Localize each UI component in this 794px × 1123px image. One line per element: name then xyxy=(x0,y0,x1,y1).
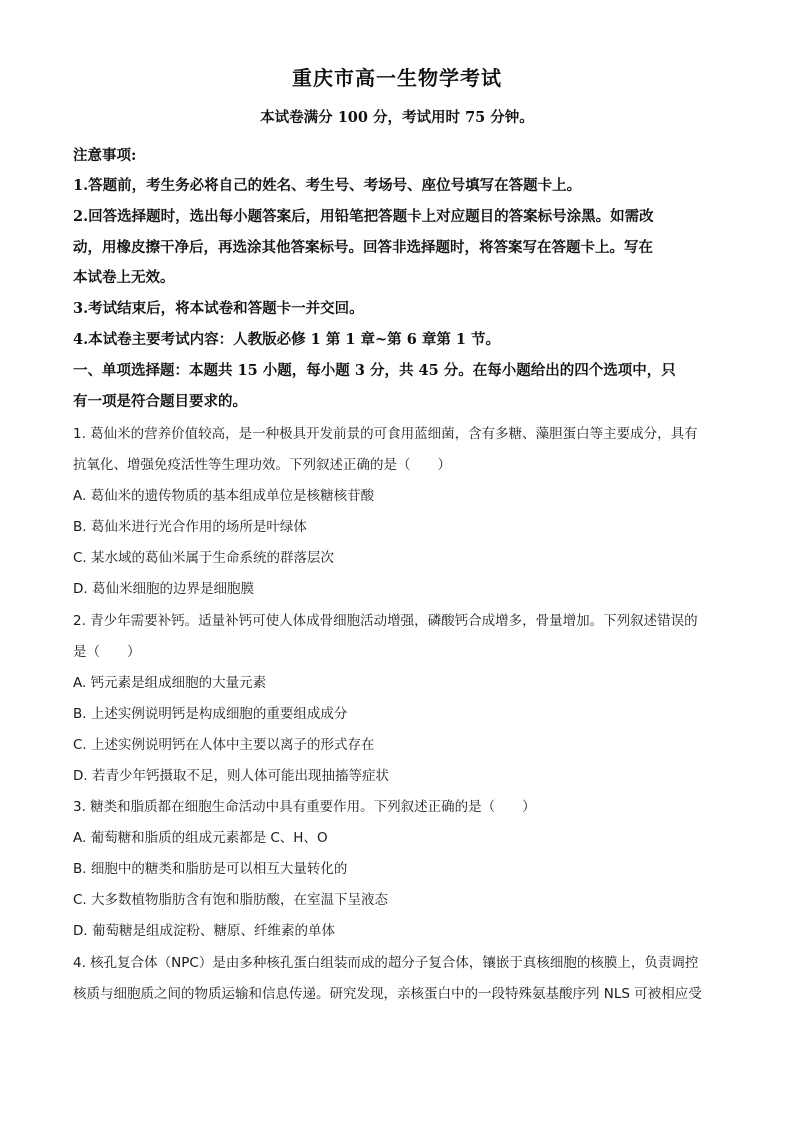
notice-item: 1.答题前，考生务必将自己的姓名、考生号、考场号、座位号填写在答题卡上。 xyxy=(73,177,582,194)
question-stem: 1. 葛仙米的营养价值较高，是一种极具开发前景的可食用蓝细菌，含有多糖、藻胆蛋白等主要成分，具有 xyxy=(73,426,698,442)
question-option: C. 某水域的葛仙米属于生命系统的群落层次 xyxy=(73,550,335,566)
exam-subtitle: 本试卷满分 100 分，考试用时 75 分钟。 xyxy=(260,109,534,126)
question-option: D. 葡萄糖是组成淀粉、糖原、纤维素的单体 xyxy=(73,923,335,939)
question-stem: 抗氧化、增强免疫活性等生理功效。下列叙述正确的是（ ） xyxy=(73,457,451,473)
question-option: B. 葛仙米进行光合作用的场所是叶绿体 xyxy=(73,519,307,535)
question-stem: 3. 糖类和脂质都在细胞生命活动中具有重要作用。下列叙述正确的是（ ） xyxy=(73,799,536,815)
question-option: B. 上述实例说明钙是构成细胞的重要组成成分 xyxy=(73,706,348,722)
section-heading: 一、单项选择题：本题共 15 小题，每小题 3 分，共 45 分。在每小题给出的四个选项中，只 xyxy=(73,362,676,379)
notice-item: 本试卷上无效。 xyxy=(73,269,175,286)
notice-item: 2.回答选择题时，选出每小题答案后，用铅笔把答题卡上对应题目的答案标号涂黑。如需改 xyxy=(73,208,654,225)
notice-item: 4.本试卷主要考试内容：人教版必修 1 第 1 章~第 6 章第 1 节。 xyxy=(73,331,501,348)
question-option: B. 细胞中的糖类和脂肪是可以相互大量转化的 xyxy=(73,861,348,877)
question-stem: 核质与细胞质之间的物质运输和信息传递。研究发现，亲核蛋白中的一段特殊氨基酸序列 NLS 可被相应受 xyxy=(73,986,702,1002)
question-option: D. 葛仙米细胞的边界是细胞膜 xyxy=(73,581,254,597)
question-stem: 是（ ） xyxy=(73,644,141,660)
notice-heading: 注意事项: xyxy=(73,147,137,164)
question-option: A. 钙元素是组成细胞的大量元素 xyxy=(73,675,267,691)
question-option: A. 葛仙米的遗传物质的基本组成单位是核糖核苷酸 xyxy=(73,488,375,504)
notice-item: 3.考试结束后，将本试卷和答题卡一并交回。 xyxy=(73,300,364,317)
section-heading: 有一项是符合题目要求的。 xyxy=(73,393,247,410)
question-option: C. 大多数植物脂肪含有饱和脂肪酸，在室温下呈液态 xyxy=(73,892,389,908)
exam-title: 重庆市高一生物学考试 xyxy=(292,66,502,90)
notice-item: 动，用橡皮擦干净后，再选涂其他答案标号。回答非选择题时，将答案写在答题卡上。写在 xyxy=(73,239,653,256)
question-option: C. 上述实例说明钙在人体中主要以离子的形式存在 xyxy=(73,737,375,753)
question-stem: 4. 核孔复合体（NPC）是由多种核孔蛋白组装而成的超分子复合体，镶嵌于真核细胞的核膜上，负责调控 xyxy=(73,955,699,971)
question-option: A. 葡萄糖和脂质的组成元素都是 C、H、O xyxy=(73,830,328,846)
question-option: D. 若青少年钙摄取不足，则人体可能出现抽搐等症状 xyxy=(73,768,389,784)
question-stem: 2. 青少年需要补钙。适量补钙可使人体成骨细胞活动增强，磷酸钙合成增多，骨量增加。下列叙述错误的 xyxy=(73,613,698,629)
